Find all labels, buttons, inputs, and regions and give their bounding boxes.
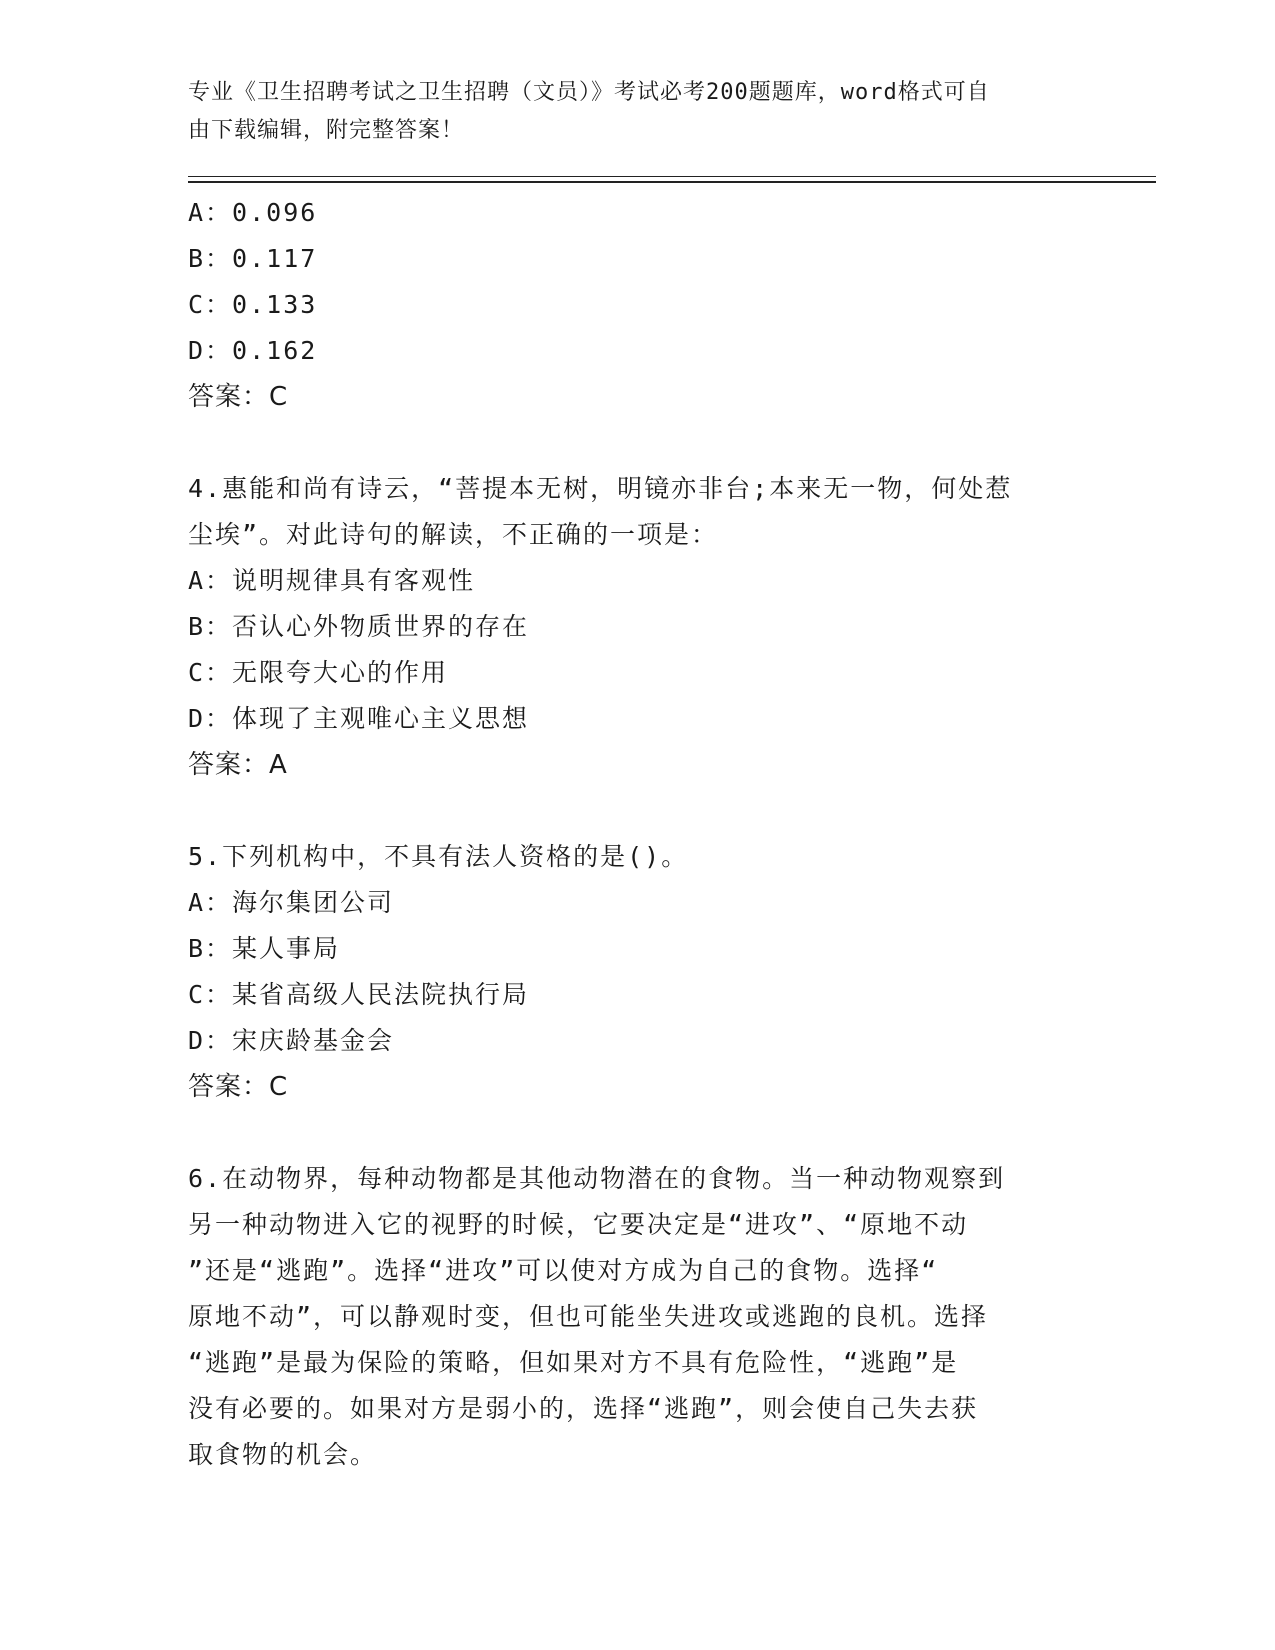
question-stem-line: 没有必要的。如果对方是弱小的，选择“逃跑”，则会使自己失去获 xyxy=(188,1394,979,1423)
option-b: B：某人事局 xyxy=(188,934,341,963)
header-line-2: 由下载编辑，附完整答案！ xyxy=(188,118,465,143)
question-stem-line: 另一种动物进入它的视野的时候，它要决定是“进攻”、“原地不动 xyxy=(188,1210,969,1239)
spacer xyxy=(188,420,1088,466)
header-divider-thin xyxy=(188,176,1156,177)
option-b: B：否认心外物质世界的存在 xyxy=(188,612,530,641)
question-list xyxy=(188,190,1088,1478)
option-b: B：0.117 xyxy=(188,244,318,273)
option-c: C：某省高级人民法院执行局 xyxy=(188,980,530,1009)
spacer xyxy=(188,1110,1088,1156)
question-stem-line: ”还是“逃跑”。选择“进攻”可以使对方成为自己的食物。选择“ xyxy=(188,1256,939,1285)
question-3 xyxy=(188,190,1088,420)
option-a: A：0.096 xyxy=(188,198,318,227)
question-stem-line: 取食物的机会。 xyxy=(188,1440,378,1469)
answer: 答案：C xyxy=(188,382,289,412)
question-stem-line: “逃跑”是最为保险的策略，但如果对方不具有危险性，“逃跑”是 xyxy=(188,1348,959,1377)
header-line-1: 专业《卫生招聘考试之卫生招聘（文员）》考试必考200题题库，word格式可自 xyxy=(188,80,990,105)
document-header xyxy=(188,74,1068,150)
option-c: C：无限夸大心的作用 xyxy=(188,658,449,687)
question-stem-line: 尘埃”。对此诗句的解读，不正确的一项是： xyxy=(188,520,719,549)
question-stem-line: 6.在动物界，每种动物都是其他动物潜在的食物。当一种动物观察到 xyxy=(188,1164,1006,1193)
option-a: A：说明规律具有客观性 xyxy=(188,566,476,595)
spacer xyxy=(188,788,1088,834)
option-a: A：海尔集团公司 xyxy=(188,888,395,917)
header-divider-thick xyxy=(188,181,1156,183)
option-d: D：0.162 xyxy=(188,336,318,365)
question-5 xyxy=(188,834,1088,1110)
question-stem-line: 4.惠能和尚有诗云，“菩提本无树，明镜亦非台;本来无一物，何处惹 xyxy=(188,474,1013,503)
question-4 xyxy=(188,466,1088,788)
answer: 答案：A xyxy=(188,750,288,780)
question-stem-line: 5.下列机构中，不具有法人资格的是()。 xyxy=(188,842,689,871)
option-d: D：体现了主观唯心主义思想 xyxy=(188,704,530,733)
answer: 答案：C xyxy=(188,1072,289,1102)
question-stem-line: 原地不动”，可以静观时变，但也可能坐失进攻或逃跑的良机。选择 xyxy=(188,1302,989,1331)
question-6 xyxy=(188,1156,1088,1478)
option-c: C：0.133 xyxy=(188,290,318,319)
option-d: D：宋庆龄基金会 xyxy=(188,1026,395,1055)
